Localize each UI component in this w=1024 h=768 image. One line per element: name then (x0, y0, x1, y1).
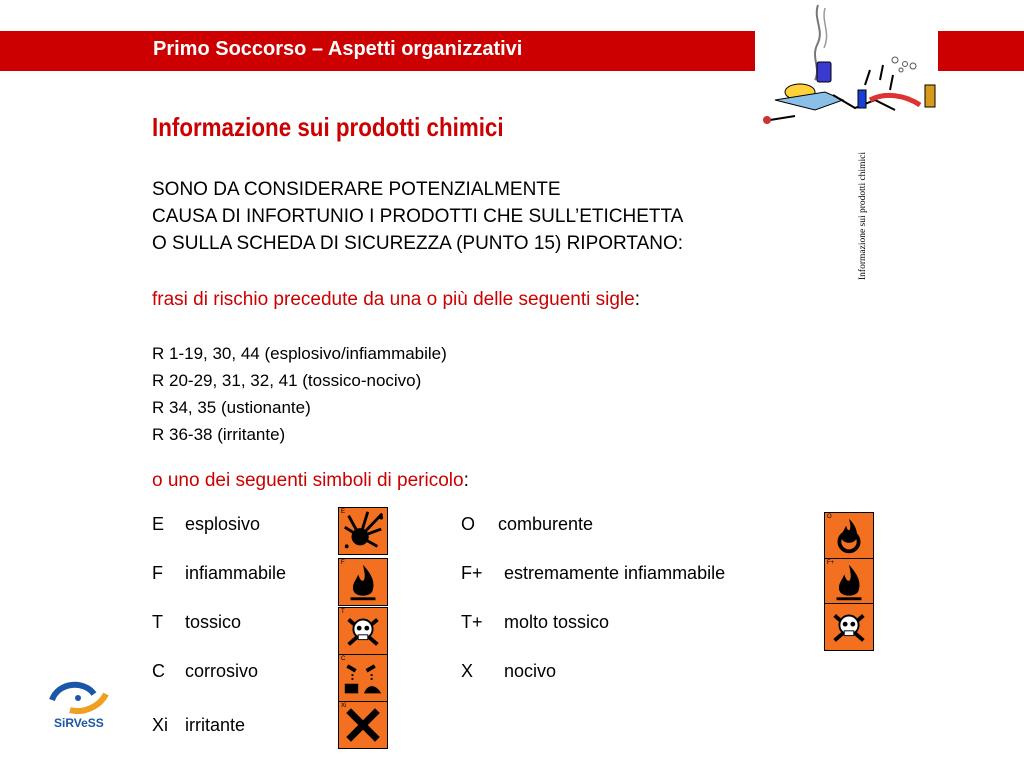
vertical-caption: Informazione sui prodotti chimici (858, 152, 868, 280)
symbol-row-left (152, 715, 245, 736)
risk-phrase-item: R 1-19, 30, 44 (esplosivo/infiammabile) (152, 344, 447, 363)
section-title: Informazione sui prodotti chimici (152, 112, 504, 142)
hazard-tag: E (341, 509, 346, 515)
risk-phrase-item: R 36-38 (irritante) (152, 425, 286, 444)
hazard-tag: O (827, 514, 832, 520)
symbol-row-right (461, 563, 725, 584)
flame-icon (824, 558, 874, 606)
symbol-label: esplosivo (185, 514, 261, 534)
oxidizer-icon (824, 512, 874, 560)
symbol-code: Xi (152, 715, 169, 735)
symbol-code: T+ (461, 612, 483, 632)
explosive-icon (338, 507, 388, 555)
symbol-label: irritante (185, 715, 246, 735)
symbol-row-right (461, 661, 556, 682)
symbol-code: X (461, 661, 474, 681)
risk-phrases-intro-colon: : (634, 289, 640, 310)
symbols-intro-colon: : (463, 470, 469, 491)
symbol-label: molto tossico (504, 612, 610, 632)
symbol-code: F+ (461, 563, 483, 583)
cross-icon (338, 701, 388, 749)
hazard-tag: C (341, 656, 346, 662)
skull-icon (338, 607, 388, 655)
skull-icon (824, 603, 874, 651)
page-header-title: Primo Soccorso – Aspetti organizzativi (153, 38, 523, 60)
symbol-row-left (152, 612, 241, 633)
hazard-tag: T (341, 609, 345, 615)
symbol-row-left (152, 514, 260, 535)
flame-icon (338, 558, 388, 606)
symbol-row-right (461, 612, 609, 633)
symbol-row-left (152, 563, 286, 584)
corrosive-icon (338, 654, 388, 702)
symbol-code: T (152, 612, 163, 632)
symbols-intro (152, 470, 469, 492)
risk-phrases-intro-text: frasi di rischio precedute da una o più delle seguenti sigle (152, 289, 635, 310)
sirvess-logo-text: SiRVeSS (54, 716, 104, 730)
risk-phrases-list (152, 340, 447, 448)
symbol-row-left (152, 661, 258, 682)
cartoon-illustration (755, 0, 945, 130)
symbols-intro-text: o uno dei seguenti simboli di pericolo (152, 470, 464, 491)
symbol-code: F (152, 563, 163, 583)
symbol-label: estremamente infiammabile (504, 563, 726, 583)
symbol-code: E (152, 514, 165, 534)
hazard-tag: F+ (827, 560, 835, 566)
symbol-label: infiammabile (185, 563, 287, 583)
risk-phrase-item: R 34, 35 (ustionante) (152, 398, 311, 417)
intro-line: SONO DA CONSIDERARE POTENZIALMENTE (152, 179, 561, 200)
symbol-row-right (461, 514, 593, 535)
intro-line: O SULLA SCHEDA DI SICUREZZA (PUNTO 15) RIPORTANO: (152, 233, 684, 254)
symbol-code: C (152, 661, 165, 681)
intro-text (152, 176, 683, 257)
hazard-tag: Xi (341, 703, 347, 709)
intro-line: CAUSA DI INFORTUNIO I PRODOTTI CHE SULL’ETICHETTA (152, 206, 684, 227)
symbol-label: comburente (498, 514, 594, 534)
risk-phrases-intro (152, 289, 640, 311)
symbol-label: corrosivo (185, 661, 259, 681)
risk-phrase-item: R 20-29, 31, 32, 41 (tossico-nocivo) (152, 371, 422, 390)
hazard-tag: F (341, 560, 345, 566)
symbol-label: tossico (185, 612, 242, 632)
symbol-label: nocivo (504, 661, 557, 681)
symbol-code: O (461, 514, 476, 534)
